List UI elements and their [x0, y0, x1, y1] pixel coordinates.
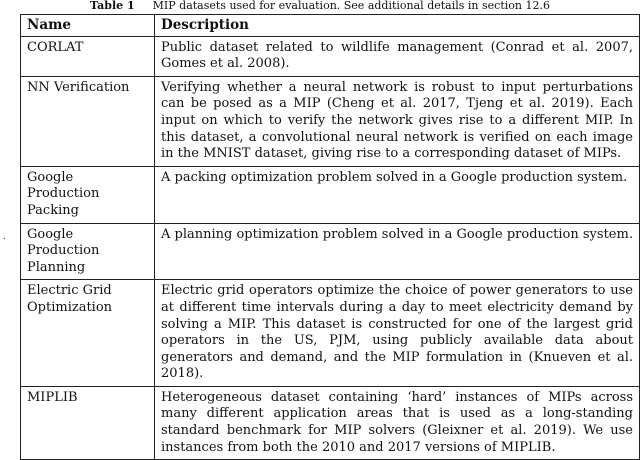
- row-name: MIPLIB: [21, 386, 155, 459]
- table-row: [21, 223, 640, 280]
- row-description: Verifying whether a neural network is robust to input perturbations can be posed as a MIP (Cheng et al. 2017, Tjeng et al. 2019). Each input on which to verify the network gives rise to a different MIP. In this dataset, a convolutional neural network is verified on each image in the MNIST dataset, giving rise to a corresponding dataset of MIPs.: [155, 76, 640, 166]
- header-name: Name: [21, 15, 155, 37]
- row-description: Heterogeneous dataset containing ‘hard’ instances of MIPs across many different application areas that is used as a long-standing standard benchmark for MIP solvers (Gleixner et al. 2019). We use instances from both the 2010 and 2017 versions of MIPLIB.: [155, 386, 640, 459]
- row-description: Electric grid operators optimize the choice of power generators to use at different time intervals during a day to meet electricity demand by solving a MIP. This dataset is constructed for one of the largest grid operators in the US, PJM, using publicly available data about generators and demand, and the MIP formulation in (Knueven et al. 2018).: [155, 280, 640, 387]
- table-caption-text: MIP datasets used for evaluation. See additional details in section 12.6: [152, 0, 550, 12]
- row-name: Google Production Planning: [21, 223, 155, 280]
- row-name: Google Production Packing: [21, 166, 155, 223]
- row-description: Public dataset related to wildlife management (Conrad et al. 2007, Gomes et al. 2008).: [155, 36, 640, 76]
- table-row: [21, 280, 640, 387]
- table-row: [21, 386, 640, 459]
- table-row: [21, 76, 640, 166]
- row-name: NN Verification: [21, 76, 155, 166]
- table-header-row: [21, 15, 640, 37]
- row-description: A planning optimization problem solved in a Google production system.: [155, 223, 640, 280]
- table-row: [21, 36, 640, 76]
- row-name: CORLAT: [21, 36, 155, 76]
- row-name: Electric Grid Optimization: [21, 280, 155, 387]
- table-row: [21, 166, 640, 223]
- table-caption: [0, 0, 640, 12]
- mip-datasets-table: [20, 14, 640, 460]
- header-description: Description: [155, 15, 640, 37]
- margin-marker: .: [3, 232, 6, 242]
- table-caption-label: Table 1: [90, 0, 135, 12]
- row-description: A packing optimization problem solved in a Google production system.: [155, 166, 640, 223]
